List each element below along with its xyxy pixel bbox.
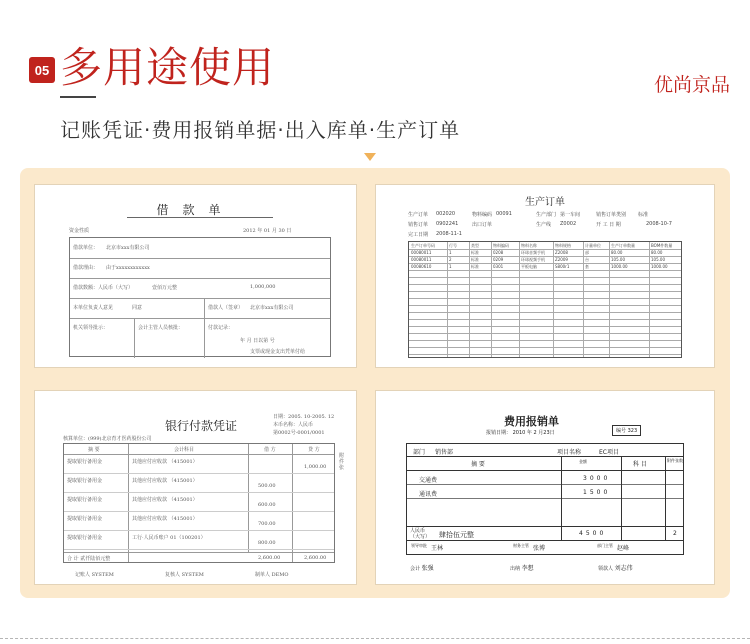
bank-table xyxy=(63,443,335,563)
grid-line xyxy=(491,242,492,357)
loan-reason-label: 借款理由： xyxy=(73,265,99,271)
bank-sign-3: 制单人 DEMO xyxy=(255,572,289,578)
bank-sign-1: 记账人 SYSTEM xyxy=(75,572,114,578)
po-cell: 0301 xyxy=(493,264,504,269)
po-sales-order: 0902241 xyxy=(436,221,459,227)
bank-voucher: 第0002号-0001/0001 xyxy=(273,430,325,436)
expense-dept-head: 张博 xyxy=(533,545,546,552)
expense-total-amount: 4500 xyxy=(579,530,607,537)
po-cell: 105.00 xyxy=(611,257,625,262)
po-col: 生产订单数量 xyxy=(611,243,635,248)
expense-accountant: 会计 张强 xyxy=(410,565,434,572)
divider xyxy=(127,217,273,218)
expense-dept: 销售部 xyxy=(435,449,454,456)
bank-date: 日期：2005. 10-2005. 12 xyxy=(273,414,335,420)
bank-cell: 提取银行备用金 xyxy=(67,459,103,465)
section-subtitle: 记账凭证·费用报销单据·出入库单·生产订单 xyxy=(60,118,461,142)
loan-reason: 由于xxxxxxxxxxxx xyxy=(106,265,150,271)
grid-line xyxy=(409,333,681,334)
po-start: 2008-10-7 xyxy=(646,221,672,227)
bank-col: 摘 要 xyxy=(88,447,100,453)
grid-line xyxy=(609,242,610,357)
po-col: 行号 xyxy=(449,243,457,248)
po-cell: S800r1 xyxy=(555,264,570,269)
po-col: BOM件数量 xyxy=(651,243,673,248)
bank-cell: 800.00 xyxy=(258,540,276,546)
bank-col: 会计科目 xyxy=(174,447,195,453)
po-cell: 标准 xyxy=(471,250,479,255)
po-cell: Z2008 xyxy=(555,250,568,255)
brand-name: 优尚京品 xyxy=(653,74,730,96)
expense-handler: 赵峰 xyxy=(617,545,630,552)
po-cell: 00080610 xyxy=(411,264,432,269)
grid-line xyxy=(447,242,448,357)
expense-attach-count: 2 xyxy=(673,530,677,537)
loan-form-card xyxy=(34,184,357,368)
po-col: 物料名称 xyxy=(521,243,537,248)
expense-amount-label: 金额 xyxy=(579,459,587,464)
bank-cell: 700.00 xyxy=(258,521,276,527)
expense-attach-label: 附件张数 xyxy=(667,458,683,463)
loan-unit: 北京市xxx有限公司 xyxy=(106,245,150,251)
expense-no: 编号 323 xyxy=(612,425,641,436)
bank-cell: 其他应付应收款 （415001） xyxy=(132,478,198,484)
loan-date-row: 年 月 日以第 号 xyxy=(240,338,275,344)
expense-table xyxy=(406,443,684,555)
po-col: 物料编码 xyxy=(493,243,509,248)
loan-opinion-label: 本单位负责人意见 xyxy=(73,305,114,311)
bank-total-debit: 2,600.00 xyxy=(258,555,281,561)
bank-col: 借 方 xyxy=(264,447,276,453)
expense-subject-label: 科 目 xyxy=(633,461,647,468)
po-col: 计量单位 xyxy=(585,243,601,248)
grid-line xyxy=(519,242,520,357)
po-cell: 标准 xyxy=(471,264,479,269)
po-cell: 环球视频手机 xyxy=(521,257,545,262)
bank-cell: 600.00 xyxy=(258,502,276,508)
loan-amount-words: 壹佰万元整 xyxy=(152,285,178,291)
bank-cell: 其他应付应收款 （415001） xyxy=(132,516,198,522)
bank-cell: 提取银行备用金 xyxy=(67,516,103,522)
grid-line xyxy=(64,530,334,531)
expense-project: EC项目 xyxy=(599,449,619,456)
grid-line xyxy=(409,326,681,327)
loan-payment-label: 付款记录： xyxy=(208,325,234,331)
loan-borrower-label: 借款人（签章） xyxy=(208,305,244,311)
po-order: 002020 xyxy=(436,211,456,217)
expense-title: 费用报销单 xyxy=(504,415,559,428)
grid-line xyxy=(64,549,334,550)
bank-currency: 本币名称：人民币 xyxy=(273,422,314,428)
loan-note: 支票或现金支出凭单付给 xyxy=(250,349,306,355)
po-start-label: 开 工 日 期 xyxy=(596,222,621,228)
po-sales-type: 标准 xyxy=(638,212,649,218)
po-cell: 0209 xyxy=(493,257,504,262)
grid-line xyxy=(64,473,334,474)
po-cell: 1000.00 xyxy=(611,264,628,269)
grid-line xyxy=(583,242,584,357)
expense-total-prefix: 人民币（大写） xyxy=(410,528,431,540)
title-underline xyxy=(60,96,96,98)
grid-line xyxy=(409,347,681,348)
loan-finance-label: 机关领导批示： xyxy=(73,325,109,331)
bank-total: 合 计 贰仟陆佰元整 xyxy=(67,556,111,562)
grid-line xyxy=(409,354,681,355)
loan-unit-label: 借款单位： xyxy=(73,245,99,251)
grid-line xyxy=(649,242,650,357)
bank-cell: 提取银行备用金 xyxy=(67,478,103,484)
footer-divider xyxy=(0,638,750,639)
bank-cell: 提取银行备用金 xyxy=(67,535,103,541)
expense-dept-head-label: 财务主管 xyxy=(513,543,529,548)
po-cell: 平板电脑 xyxy=(521,264,537,269)
po-cell: 1 xyxy=(449,264,452,269)
grid-line xyxy=(409,312,681,313)
grid-line xyxy=(409,256,681,257)
grid-line xyxy=(409,305,681,306)
grid-line xyxy=(409,298,681,299)
po-out-order-label: 出口订单 xyxy=(472,222,493,228)
bank-sign-2: 复核人 SYSTEM xyxy=(165,572,204,578)
expense-date: 报销日期： 2010 年 2 月23日 xyxy=(486,430,555,436)
po-cell: 台 xyxy=(585,257,589,262)
po-cell: 2 xyxy=(449,257,452,262)
grid-line xyxy=(409,340,681,341)
bank-voucher-card xyxy=(34,390,357,585)
bank-total-credit: 2,600.00 xyxy=(304,555,327,561)
production-table xyxy=(408,241,682,358)
po-cell: 套 xyxy=(585,264,589,269)
grid-line xyxy=(409,277,681,278)
grid-line xyxy=(469,242,470,357)
bank-side-label: 附件 张 xyxy=(339,453,345,471)
section-title: 多用途使用 xyxy=(60,43,276,92)
expense-approver-label: 领导审批 xyxy=(411,543,427,548)
examples-panel xyxy=(20,168,730,598)
grid-line xyxy=(409,291,681,292)
po-col: 物料规格 xyxy=(555,243,571,248)
po-cell: 环球音频手机 xyxy=(521,250,545,255)
bank-cell: 500.00 xyxy=(258,483,276,489)
production-order-card xyxy=(375,184,715,368)
loan-amount: 1,000,000 xyxy=(250,284,276,290)
po-cell: Z2009 xyxy=(555,257,568,262)
grid-line xyxy=(409,319,681,320)
expense-project-label: 项目名称 xyxy=(557,449,582,456)
expense-cashier: 出纳 李想 xyxy=(510,565,534,572)
po-cell: 标准 xyxy=(471,257,479,262)
po-sales-order-label: 销售订单 xyxy=(408,222,429,228)
grid-line xyxy=(409,249,681,250)
po-sales-type-label: 销售订单类别 xyxy=(596,212,627,218)
po-cell: 80.00 xyxy=(651,250,663,255)
bank-cell: 1,000.00 xyxy=(304,464,327,470)
bank-cell: 其他应付应收款 （415001） xyxy=(132,459,198,465)
po-finish-label: 完工日期 xyxy=(408,232,429,238)
po-cell: 00080011 xyxy=(411,250,432,255)
po-cell: 105.00 xyxy=(651,257,665,262)
expense-dept-label: 部门 xyxy=(413,449,426,456)
bank-cell: 其他应付应收款 （415001） xyxy=(132,497,198,503)
expense-claimant: 领款人 刘志伟 xyxy=(598,565,633,572)
po-cell: 部 xyxy=(585,250,589,255)
po-cell: 80.00 xyxy=(611,250,623,255)
loan-table xyxy=(69,237,331,357)
grid-line xyxy=(409,263,681,264)
expense-handler-label: 部门主管 xyxy=(597,543,613,548)
bank-unit: 核算单位：(999)北京育才医药股份公司 xyxy=(63,436,152,442)
po-cell: 0208 xyxy=(493,250,504,255)
production-title: 生产订单 xyxy=(525,197,565,208)
expense-item-amount: 1500 xyxy=(583,489,611,496)
po-line: Z0002 xyxy=(560,221,577,227)
loan-borrower: 北京市xxx有限公司 xyxy=(250,305,294,311)
po-line-label: 生产线 xyxy=(536,222,552,228)
section-badge: 05 xyxy=(29,57,55,83)
grid-line xyxy=(64,511,334,512)
po-col: 生产订单号码 xyxy=(411,243,435,248)
bank-title: 银行付款凭证 xyxy=(165,419,238,433)
loan-accountant-label: 会计主管人员核批： xyxy=(138,325,184,331)
loan-amount-label: 借款数额：人民币（大写） xyxy=(73,285,134,291)
po-dept-label: 生产部门 xyxy=(536,212,557,218)
po-cell: 1000.00 xyxy=(651,264,668,269)
loan-date: 2012 年 01 月 30 日 xyxy=(243,228,292,234)
po-material: 00091 xyxy=(496,211,512,217)
loan-fund-label: 资金性质 xyxy=(69,228,90,234)
loan-title: 借款单 xyxy=(156,203,235,217)
bank-cell: 工行·人民币账户 01（100201） xyxy=(132,535,206,541)
loan-opinion: 同意 xyxy=(132,305,143,311)
expense-approver: 王林 xyxy=(431,545,444,552)
bank-cell: 提取银行备用金 xyxy=(67,497,103,503)
expense-item-name: 交通费 xyxy=(419,477,438,484)
grid-line xyxy=(409,284,681,285)
expense-item-amount: 3000 xyxy=(583,475,611,482)
po-cell: 1 xyxy=(449,250,452,255)
expense-total-words: 肆拾伍元整 xyxy=(439,531,474,539)
po-material-label: 物料编码 xyxy=(472,212,493,218)
down-arrow-icon xyxy=(364,153,376,161)
grid-line xyxy=(64,492,334,493)
grid-line xyxy=(409,270,681,271)
expense-item-name: 通讯费 xyxy=(419,491,438,498)
po-dept: 第一车间 xyxy=(560,212,581,218)
expense-summary-label: 摘 要 xyxy=(471,461,485,468)
po-col: 类型 xyxy=(471,243,479,248)
po-cell: 00080011 xyxy=(411,257,432,262)
expense-claim-card xyxy=(375,390,715,585)
bank-col: 贷 方 xyxy=(308,447,320,453)
grid-line xyxy=(553,242,554,357)
po-order-label: 生产订单 xyxy=(408,212,429,218)
po-finish: 2008-11-1 xyxy=(436,231,462,237)
